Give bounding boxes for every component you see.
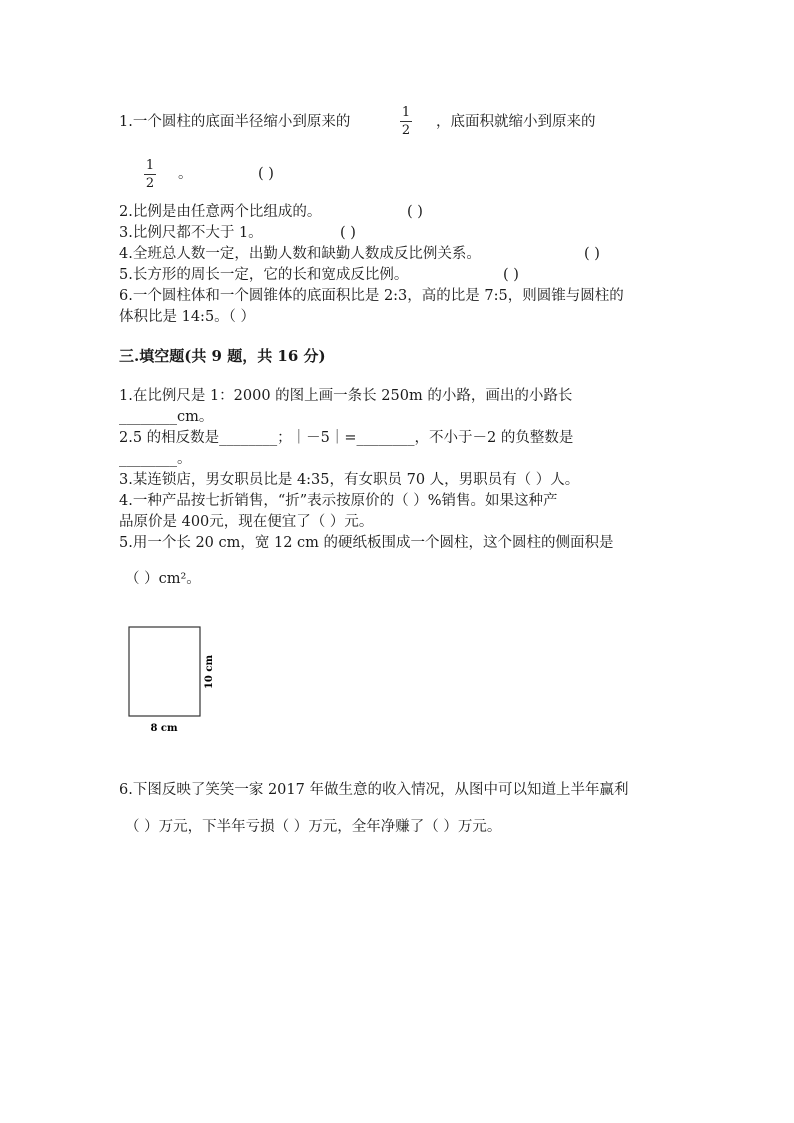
- section-heading-fill: 三.填空题(共 9 题，共 16 分): [119, 347, 326, 365]
- rectangle-height-label: 10 cm: [204, 654, 215, 690]
- judge-q6-line1: 6.一个圆柱体和一个圆锥体的底面积比是 2:3，高的比是 7:5，则圆锥与圆柱的: [119, 288, 624, 304]
- judge-q4: 4.全班总人数一定，出勤人数和缺勤人数成反比例关系。: [119, 246, 481, 262]
- fill-q1-line1: 1.在比例尺是 1：2000 的图上画一条长 250m 的小路，画出的小路长: [119, 388, 573, 404]
- judge-q1-part-b: ，底面积就缩小到原来的: [436, 114, 596, 130]
- fill-q1-line2: ________cm。: [119, 409, 214, 425]
- fraction-one-half-2: [143, 158, 157, 191]
- judge-q3-answer-paren: ( ): [340, 225, 356, 241]
- rectangle-figure: [120, 620, 230, 740]
- fraction-denominator: 2: [145, 176, 155, 191]
- judge-q2-answer-paren: ( ): [407, 204, 423, 220]
- fill-q5-line2: （ ）cm²。: [125, 571, 201, 587]
- fraction-bar: [144, 174, 156, 175]
- fraction-numerator: 1: [145, 158, 155, 173]
- judge-q4-answer-paren: ( ): [584, 246, 600, 262]
- fraction-denominator: 2: [401, 123, 411, 138]
- fill-q4-line2: 品原价是 400元，现在便宜了（ ）元。: [119, 514, 374, 530]
- fill-q4-line1: 4.一种产品按七折销售，“折”表示按原价的（ ）%销售。如果这种产: [119, 493, 558, 509]
- judge-q1-part-a: 1.一个圆柱的底面半径缩小到原来的: [119, 114, 351, 130]
- fill-q6-line1: 6.下图反映了笑笑一家 2017 年做生意的收入情况，从图中可以知道上半年赢利: [119, 782, 629, 798]
- fraction-numerator: 1: [401, 105, 411, 120]
- rectangle-shape: [129, 627, 200, 716]
- judge-q1-end: 。: [178, 166, 193, 182]
- fraction-bar: [400, 121, 412, 122]
- judge-q6-line2: 体积比是 14:5。（ ）: [119, 309, 256, 325]
- fill-q2-line2: ________。: [119, 451, 192, 467]
- fraction-one-half: [399, 105, 413, 138]
- fill-q2-line1: 2.5 的相反数是________；｜－5｜=________，不小于－2 的负整数是: [119, 430, 574, 446]
- fill-q5-line1: 5.用一个长 20 cm，宽 12 cm 的硬纸板围成一个圆柱，这个圆柱的侧面积是: [119, 535, 614, 551]
- fill-q6-line2: （ ）万元，下半年亏损（ ）万元，全年净赚了（ ）万元。: [125, 819, 502, 835]
- rectangle-width-label: 8 cm: [150, 723, 178, 734]
- judge-q2: 2.比例是由任意两个比组成的。: [119, 204, 322, 220]
- judge-q5: 5.长方形的周长一定，它的长和宽成反比例。: [119, 267, 409, 283]
- judge-q3: 3.比例尺都不大于 1。: [119, 225, 263, 241]
- judge-q5-answer-paren: ( ): [503, 267, 519, 283]
- judge-q1-answer-paren: ( ): [258, 166, 274, 182]
- fill-q3: 3.某连锁店，男女职员比是 4:35，有女职员 70 人，男职员有（ ）人。: [119, 472, 580, 488]
